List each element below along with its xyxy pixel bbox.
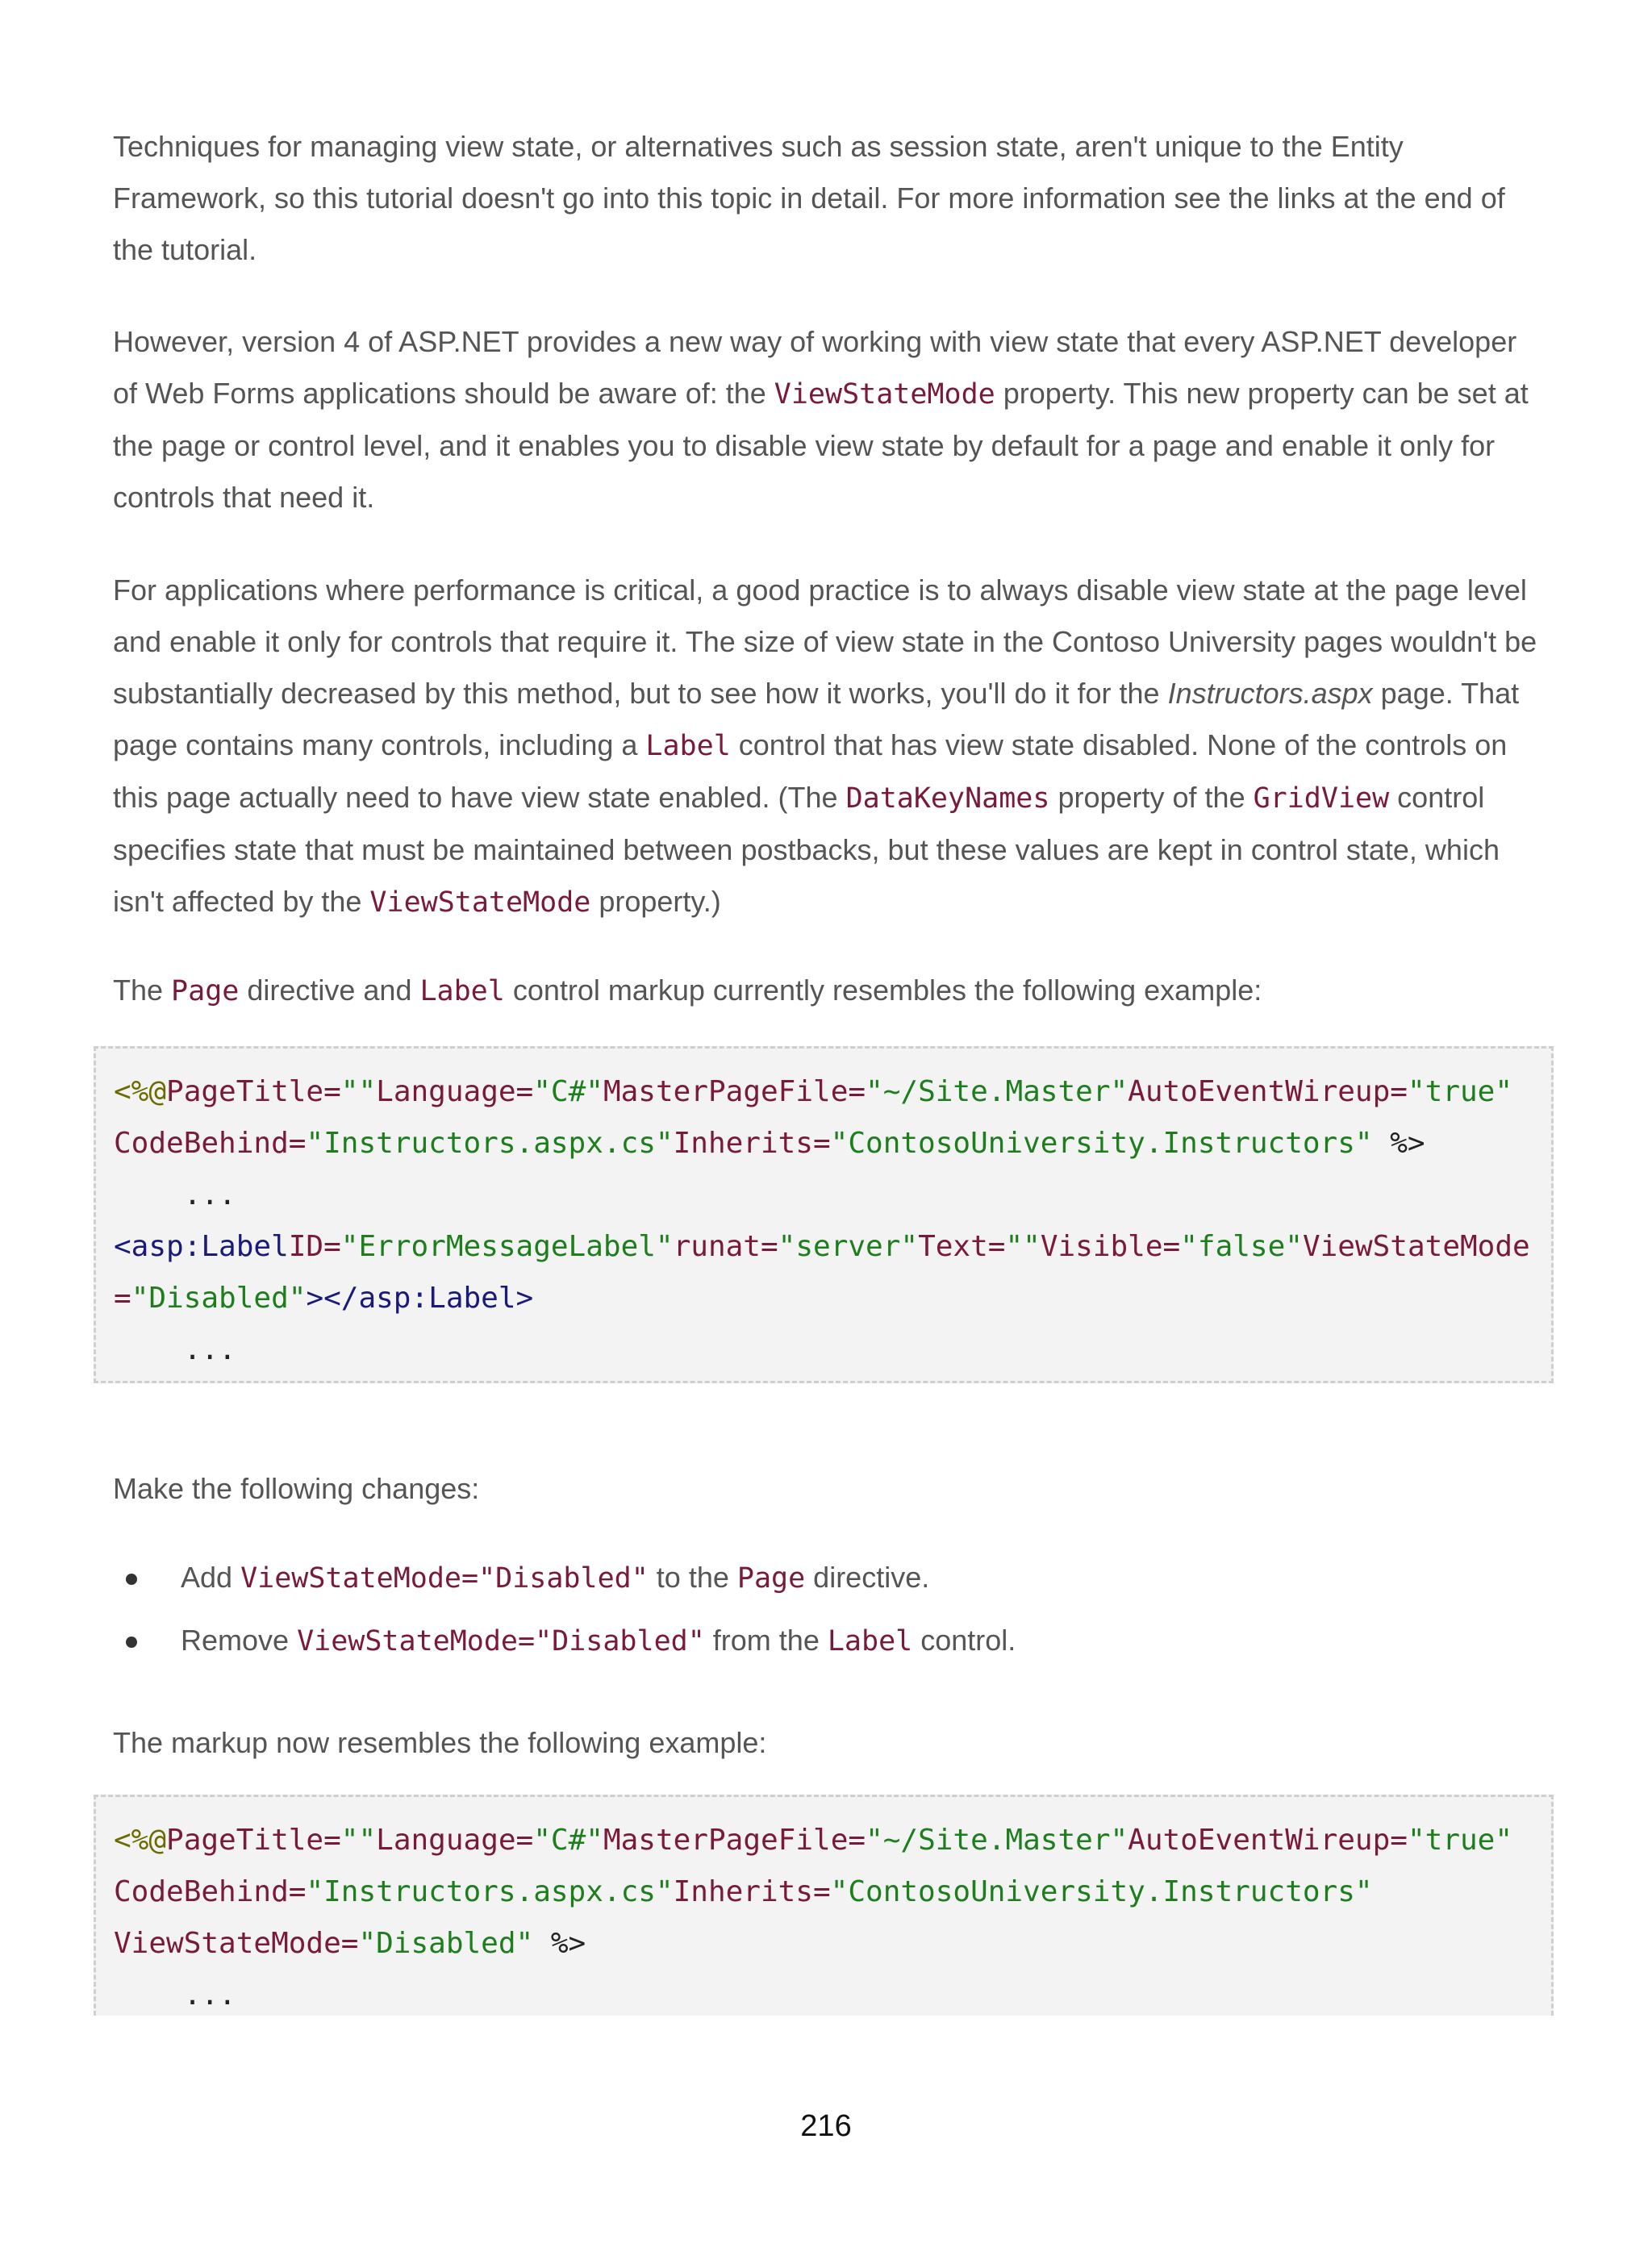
code-token: "" — [340, 1075, 377, 1108]
code-token: Page — [166, 1824, 236, 1857]
code-token: Title — [236, 1824, 324, 1857]
emphasis-filename: Instructors.aspx — [1167, 677, 1373, 710]
code-token: ViewStateMode — [114, 1927, 341, 1960]
code-token: CodeBehind — [114, 1875, 289, 1908]
code-ellipsis: ... — [183, 1333, 236, 1366]
code-token: MasterPageFile — [603, 1075, 849, 1108]
code-token: ViewStateMode — [1302, 1230, 1530, 1263]
code-token: <%@ — [114, 1075, 167, 1108]
code-block-before[interactable]: <%@PageTitle=""Language="C#"MasterPageFile="~/Site.Master"AutoEventWireup="true" CodeBehind="Instructors.aspx.cs"Inherits="ContosoUniversity.Instructors" %> ... <asp:LabelID="ErrorMessageLabel"runat="server"Text=""Visible="false"ViewStateMode="Disabled"></asp:Label> ... — [94, 1046, 1554, 1383]
paragraph-viewstatemode-intro — [113, 316, 1546, 523]
text: property. This new property can be set at the page or control level, and it enables you to disable view state by default for a page and enable it only for controls that need it. — [113, 377, 1529, 514]
code-token: %> — [533, 1927, 586, 1960]
text: control. — [912, 1624, 1016, 1657]
code-token: ID — [288, 1230, 324, 1263]
changes-list — [113, 1552, 1546, 1678]
inline-code: Page — [171, 975, 240, 1007]
code-token: "ErrorMessageLabel" — [340, 1230, 674, 1263]
code-token: "true" — [1407, 1824, 1513, 1857]
inline-code: ViewStateMode — [369, 886, 591, 919]
code-token: "Instructors.aspx.cs" — [306, 1875, 674, 1908]
inline-code: ViewStateMode="Disabled" — [297, 1625, 705, 1657]
text: Remove — [181, 1624, 298, 1657]
code-block-after[interactable]: <%@PageTitle=""Language="C#"MasterPageFile="~/Site.Master"AutoEventWireup="true" CodeBehind="Instructors.aspx.cs"Inherits="ContosoUniversity.Instructors" ViewStateMode="Disabled" %> ... — [94, 1795, 1554, 2016]
text: control markup currently resembles the following example: — [504, 974, 1262, 1007]
code-token: runat — [673, 1230, 761, 1263]
code-token: "C#" — [533, 1075, 603, 1108]
text: However, version 4 of ASP.NET provides a new way of working with view state that every ASP.NET developer of Web Forms applications should be aware of: the — [113, 325, 1517, 410]
code-token: %> — [1372, 1127, 1425, 1160]
code-token: CodeBehind — [114, 1127, 289, 1160]
inline-code: Label — [645, 730, 731, 762]
code-token: MasterPageFile — [603, 1824, 849, 1857]
text: For applications where performance is critical, a good practice is to always disable view state at the page level and enable it only for controls that require it. The size of view state in the Contoso University pages wouldn't be substantially decreased by this method, but to see how it works, you'll do it for the — [113, 573, 1537, 710]
code-token: Inherits — [673, 1127, 813, 1160]
code-token: "true" — [1407, 1075, 1513, 1108]
list-item — [113, 1552, 1546, 1615]
paragraph-markup-intro — [113, 965, 1262, 1017]
code-token: "false" — [1180, 1230, 1303, 1263]
code-token: "ContosoUniversity.Instructors" — [830, 1875, 1373, 1908]
inline-code: ViewStateMode — [774, 378, 995, 411]
inline-code: DataKeyNames — [845, 782, 1050, 815]
code-token: "C#" — [533, 1824, 603, 1857]
code-token: "~/Site.Master" — [866, 1075, 1128, 1108]
text: control that has view state disabled. None of the controls on this page actually need to have view state enabled. (The — [113, 728, 1508, 814]
code-token: AutoEventWireup — [1128, 1075, 1391, 1108]
code-token: "Disabled" — [131, 1282, 307, 1315]
code-token: "ContosoUniversity.Instructors" — [830, 1127, 1373, 1160]
bullet-icon — [126, 1574, 137, 1585]
text: property of the — [1049, 781, 1254, 814]
code-ellipsis: ... — [183, 1979, 236, 2012]
code-token: Text — [918, 1230, 988, 1263]
inline-code: Label — [419, 975, 505, 1007]
inline-code: Label — [827, 1625, 913, 1657]
inline-code: Page — [736, 1562, 806, 1595]
code-token: Title — [236, 1075, 324, 1108]
paragraph-performance — [113, 565, 1546, 928]
text: property.) — [590, 885, 721, 918]
code-token: "Disabled" — [358, 1927, 534, 1960]
inline-code: GridView — [1253, 782, 1390, 815]
code-token: "" — [340, 1824, 377, 1857]
code-token: <asp:Label — [114, 1230, 289, 1263]
bullet-icon — [126, 1637, 137, 1648]
text: from the — [704, 1624, 828, 1657]
text: Add — [181, 1561, 241, 1594]
code-token: Inherits — [673, 1875, 813, 1908]
code-token: "Instructors.aspx.cs" — [306, 1127, 674, 1160]
text: to the — [648, 1561, 737, 1594]
code-token: Visible — [1040, 1230, 1163, 1263]
code-token: ></asp:Label> — [306, 1282, 534, 1315]
page-number: 216 — [800, 2109, 852, 2143]
inline-code: ViewStateMode="Disabled" — [240, 1562, 649, 1595]
code-token: Language — [376, 1075, 516, 1108]
code-token: AutoEventWireup — [1128, 1824, 1391, 1857]
text: page. That page contains many controls, including a — [113, 677, 1520, 761]
code-token: Page — [166, 1075, 236, 1108]
paragraph-changes-intro: Make the following changes: — [113, 1472, 480, 1505]
paragraph-view-state-techniques: Techniques for managing view state, or alternatives such as session state, aren't unique to the Entity Framework, so this tutorial doesn't go into this topic in detail. For more information see the links at the end of the tutorial. — [113, 130, 1505, 266]
code-token: Language — [376, 1824, 516, 1857]
code-token: <%@ — [114, 1824, 167, 1857]
paragraph-markup-after-intro: The markup now resembles the following example: — [113, 1726, 767, 1759]
text: The — [113, 974, 172, 1007]
code-token: "" — [1005, 1230, 1041, 1263]
text: control specifies state that must be maintained between postbacks, but these values are kept in control state, which isn't affected by the — [113, 781, 1500, 918]
code-ellipsis: ... — [183, 1178, 236, 1211]
list-item — [113, 1615, 1546, 1678]
code-token: "~/Site.Master" — [866, 1824, 1128, 1857]
text: directive. — [805, 1561, 930, 1594]
text: directive and — [239, 974, 420, 1007]
code-token: "server" — [778, 1230, 919, 1263]
